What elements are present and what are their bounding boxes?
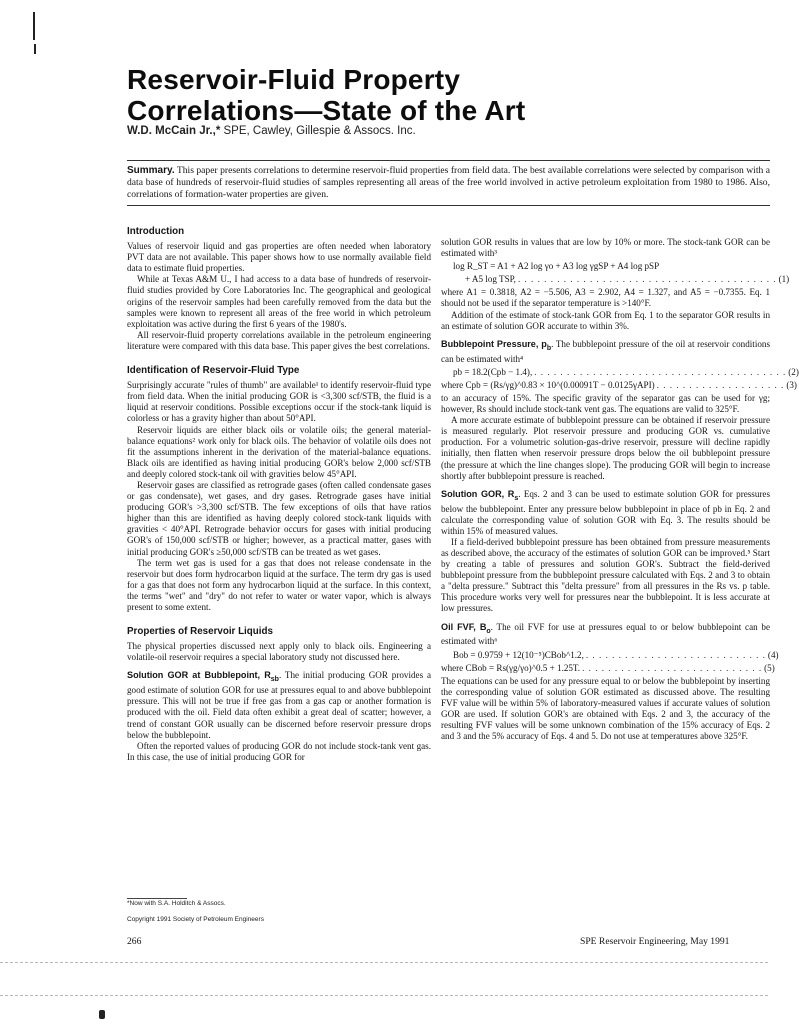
paragraph: Often the reported values of producing GOR do not include stock-tank vent gas. In this case, the use of initial producing GOR for [127, 740, 431, 762]
paragraph: Values of reservoir liquid and gas properties are often needed when laboratory PVT data are not available. This paper shows how to use normally available field data to estimate fluid properties. [127, 241, 431, 274]
equation: + A5 log TSP, [465, 274, 516, 285]
section-heading-properties: Properties of Reservoir Liquids [127, 626, 273, 638]
author-name: W.D. McCain Jr.,* [127, 125, 221, 137]
paragraph-oil-fvf [441, 622, 770, 648]
equation: Bob = 0.9759 + 12(10⁻⁵)CBob^1.2, [453, 649, 584, 660]
equation: log R_ST = A1 + A2 log γo + A3 log γgSP + A4 log pSP [453, 261, 660, 272]
paragraph: The term wet gas is used for a gas that does not release condensate in the reservoir but does form hydrocarbon liquid at the surface. The term dry gas is used for a gas that does not form any hydrocarbon liquid at the surface. In this context, the terms "wet" and "dry" do not refer to water or water vapor, which is always present to some extent. [127, 557, 431, 612]
copyright-line: Copyright 1991 Society of Petroleum Engineers [127, 916, 264, 923]
journal-footer: SPE Reservoir Engineering, May 1991 [580, 936, 730, 947]
equation-number: (2) [788, 366, 799, 377]
run-in-heading: Solution GOR, R [441, 488, 515, 499]
paragraph-solution-gor [441, 489, 770, 537]
paragraph: A more accurate estimate of bubblepoint pressure can be obtained if reservoir pressure is measured regularly. Plot reservoir pressure and producing GOR vs. cumulative production. For a volumetric solution-gas-drive reservoir, pressure will decline rapidly initially, then flatten when reservoir pressure drops below the oil bubblepoint pressure (the pressure at which the line changes slope). The producing GOR will begin to increase shortly after bubblepoint pressure is reached. [441, 415, 770, 481]
paragraph: Surprisingly accurate "rules of thumb" are available¹ to identify reservoir-fluid type from field data. When the initial producing GOR is <3,300 scf/STB, the fluid is a liquid at reservoir conditions. Possible exceptions occur if the stock-tank liquid is colorless or has a gravity higher than about 50°API. [127, 380, 431, 424]
paragraph: where A1 = 0.3818, A2 = −5.506, A3 = 2.902, A4 = 1.327, and A5 = −0.7355. Eq. 1 should not be used if the separator temperature is >140°F. [441, 287, 770, 309]
equation-number: (4) [767, 649, 779, 660]
right-column [441, 237, 799, 742]
scan-line [0, 995, 768, 996]
run-in-heading: Oil FVF, B [441, 621, 487, 632]
summary-bottom-rule [127, 205, 770, 206]
paragraph: to an accuracy of 15%. The specific gravity of the separator gas can be used for γg; however, Rs should include stock-tank vent gas. The equations are valid to 325°F. [441, 392, 770, 415]
paragraph: Reservoir liquids are either black oils or volatile oils; the general material-balance equations² work only for black oils. The behavior of volatile oils does not fit the assumptions inherent in the derivation of the material-balance equations. Black oils are identified as having initial producing GOR's below 2,000 scf/STB and deeply colored stock-tank oil with gravities below 45°API. [127, 424, 431, 479]
scan-speck [99, 1010, 105, 1019]
equation-2: pb = 18.2(Cpb − 1.4), . . . . . . . . . . . . . . . . . . . . . . . . . . . . . . . . . . . . . . . (2) [453, 366, 799, 377]
equation-number: (3) [786, 379, 797, 390]
equation-5: where CBob = Rs(γg/γo)^0.5 + 1.25T. . . . . . . . . . . . . . . . . . . . . . . . . . . . . (5) [441, 662, 775, 673]
equation: where Cpb = (Rs/γg)^0.83 × 10^(0.00091T − 0.0125γAPI) [441, 379, 655, 390]
run-in-heading: Solution GOR at Bubblepoint, R [127, 670, 271, 681]
paragraph: While at Texas A&M U., I had access to a data base of hundreds of reservoir-fluid studies provided by Core Laboratories Inc. The geographical and geological origins of the reservoir samples had been carefully removed from the data but the samples were known to represent all areas of the free world in which petroleum exploitation was active during the first 6 years of the 1980's. [127, 274, 431, 329]
paragraph: All reservoir-fluid property correlations available in the petroleum engineering literature were compared with this data base. This paper gives the best correlations. [127, 329, 431, 351]
run-in-subscript: s [514, 494, 519, 502]
equation-3: where Cpb = (Rs/γg)^0.83 × 10^(0.00091T − 0.0125γAPI) . . . . . . . . . . . . . . . . . . . . (3) [441, 379, 797, 390]
equation-1-line-2: + A5 log TSP, . . . . . . . . . . . . . . . . . . . . . . . . . . . . . . . . . . . . . . . . (1) [465, 274, 790, 285]
paragraph: Addition of the estimate of stock-tank GOR from Eq. 1 to the separator GOR results in an estimate of solution GOR accurate to within 3%. [441, 309, 770, 331]
equation: pb = 18.2(Cpb − 1.4), [453, 366, 533, 377]
paragraph-solution-gor-bubblepoint [127, 670, 431, 740]
binder-mark [34, 44, 36, 54]
run-in-subscript: b [546, 344, 552, 352]
scan-line [0, 962, 768, 963]
paragraph-text: . The oil FVF for use at pressures equal to or below bubblepoint can be estimated with⁶ [441, 621, 770, 647]
author-line [127, 125, 416, 137]
paragraph: The physical properties discussed next apply only to black oils. Engineering a volatile-oil reservoir requires a special laboratory study not discussed here. [127, 641, 431, 663]
footnote: *Now with S.A. Holditch & Assocs. [127, 900, 226, 907]
title-line-1: Reservoir-Fluid Property [127, 64, 461, 95]
paragraph-text: . Eqs. 2 and 3 can be used to estimate solution GOR for pressures below the bubblepoint. Enter any pressure below bubblepoint in place of pb in Eq. 2 and calculate the corresponding value of solution GOR with Eq. 3. The results should be within 15% of measured values. [441, 488, 770, 536]
paper-title [127, 64, 647, 126]
page-number: 266 [127, 936, 142, 947]
paragraph: solution GOR results in values that are low by 10% or more. The stock-tank GOR can be estimated with³ [441, 237, 770, 259]
equation-1-line-1 [441, 261, 770, 272]
equation-number: (1) [778, 274, 790, 285]
paragraph: The equations can be used for any pressure equal to or below the bubblepoint by inserting the corresponding value of solution GOR estimated as discussed above. The resulting FVF value will be within 5% of laboratory-measured values if accurate values of solution GOR are used. If solution GOR's are obtained with Eqs. 2 and 3, the accuracy of the resulting FVF values will be some unknown combination of the 15% accuracy of Eqs. 2 and 3 and the 5% accuracy of Eqs. 4 and 5. Do not use at temperatures above 325°F. [441, 675, 770, 742]
left-column [127, 220, 431, 763]
paragraph-bubblepoint-pressure [441, 339, 770, 365]
summary-top-rule [127, 160, 770, 161]
summary-lead: Summary. [127, 165, 175, 176]
paragraph-text: . The initial producing GOR provides a good estimate of solution GOR for use at pressures equal to and above bubblepoint pressure. This will not be true if free gas from a gas cap or another formation is produced with the oil. Field data often exhibit a great deal of scatter; however, a trend of constant GOR usually can be discerned before reservoir pressure drops below the bubblepoint. [127, 670, 432, 740]
run-in-heading: Bubblepoint Pressure, p [441, 338, 547, 349]
section-heading-introduction: Introduction [127, 226, 185, 237]
binder-mark [33, 12, 35, 40]
run-in-subscript: o [486, 627, 491, 635]
author-affiliation: SPE, Cawley, Gillespie & Assocs. Inc. [223, 125, 416, 137]
summary [127, 165, 770, 201]
summary-text: This paper presents correlations to determine reservoir-fluid properties from field data. The best available correlations were selected by comparison with a data base of hundreds of reservoir-fluid studies of samples representing all areas of the free world involved in active petroleum exploitation from 1980 to 1986. Also, correlations of formation-water properties are given. [127, 165, 770, 200]
footnote-rule [127, 898, 187, 899]
paragraph: If a field-derived bubblepoint pressure has been obtained from pressure measurements as described above, the accuracy of the estimates of solution GOR can be improved.⁵ Start by creating a table of pressures and solution GOR's. Subtract the field-derived bubblepoint pressure from the bubblepoint pressure calculated with Eqs. 2 and 3 to obtain a "delta pressure." Subtract this "delta pressure" from all pressures in the Rs vs. p table. This procedure works very well for pressures near the bubblepoint. It is less accurate at low pressures. [441, 536, 770, 614]
paragraph: Reservoir gases are classified as retrograde gases (often called condensate gases or gas condensate), wet gases, and dry gases. Retrograde gases have initial producing GOR's >3,300 scf/STB. The few exceptions of oils that have ratios higher than this are identified as having deeply colored stock-tank liquids with gravities < 40°API. Retrograde behavior occurs for gases with initial producing GOR's of 150,000 scf/STB or higher; however, as a practical matter, gases with initial producing GOR's ≥50,000 scf/STB can be treated as wet gases. [127, 479, 431, 557]
section-heading-fluid-type: Identification of Reservoir-Fluid Type [127, 365, 300, 377]
run-in-subscript: sb [270, 676, 279, 684]
title-line-2: Correlations—State of the Art [127, 95, 526, 126]
equation-4: Bob = 0.9759 + 12(10⁻⁵)CBob^1.2, . . . . . . . . . . . . . . . . . . . . . . . . . . . . (4) [453, 649, 779, 660]
equation-number: (5) [764, 662, 775, 673]
equation: where CBob = Rs(γg/γo)^0.5 + 1.25T. [441, 662, 581, 673]
paragraph-text: . The bubblepoint pressure of the oil at reservoir conditions can be estimated with⁴ [441, 338, 770, 364]
